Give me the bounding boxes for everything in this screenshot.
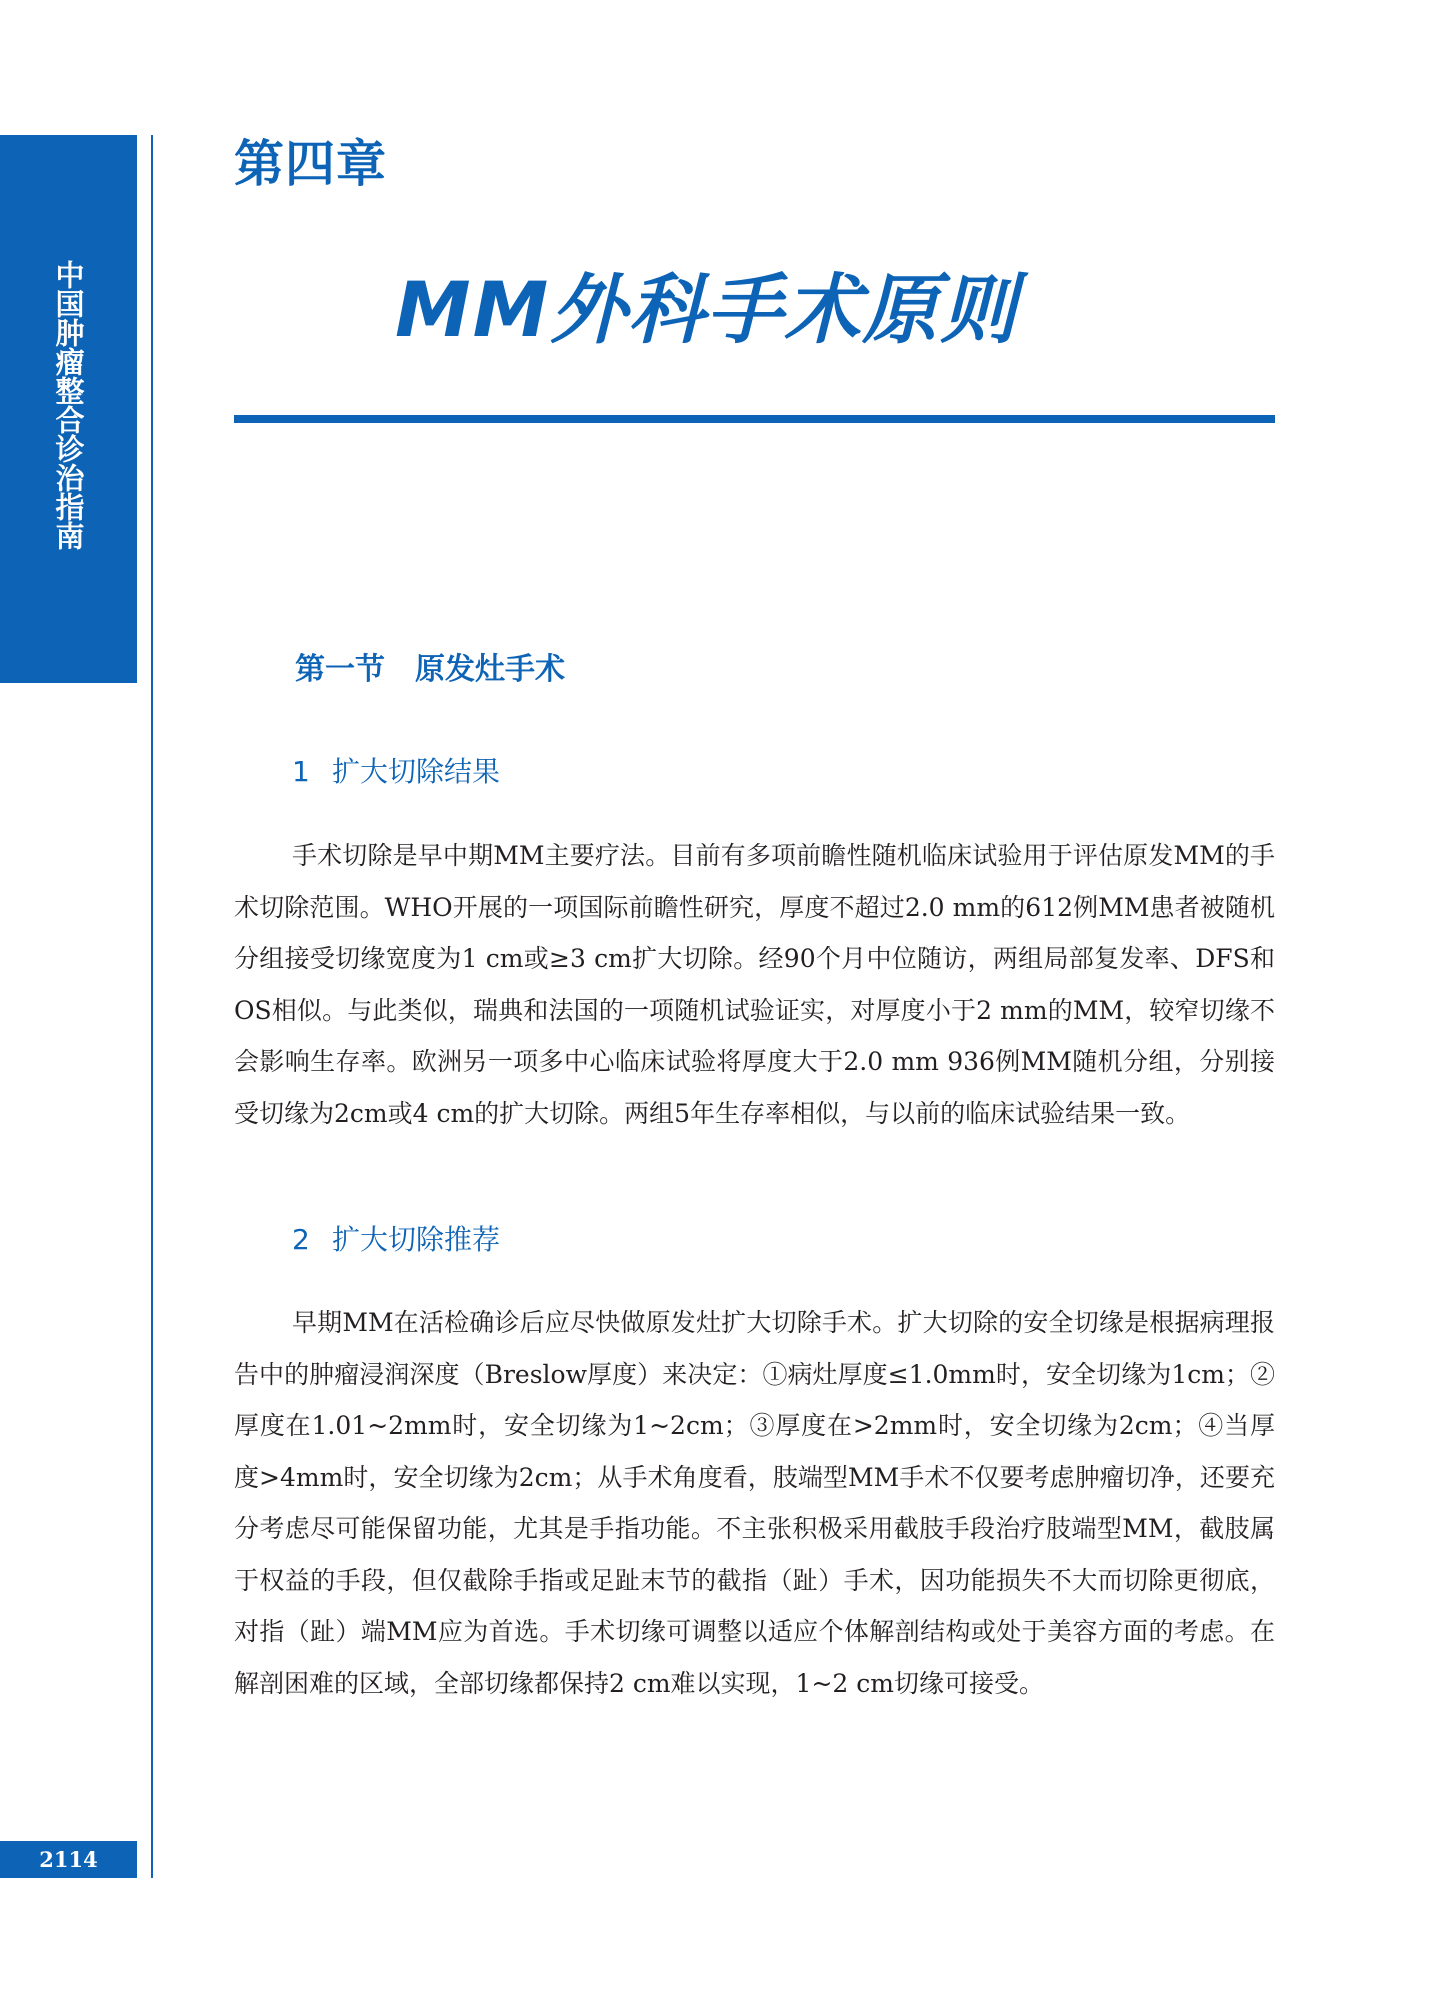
page-number: 2114 [0,1841,137,1878]
subsection-number: 1 [292,755,310,788]
section-number: 第一节 [295,652,385,687]
chapter-label: 第四章 [234,135,387,193]
body-paragraph-1: 手术切除是早中期MM主要疗法。目前有多项前瞻性随机临床试验用于评估原发MM的手术切除范围。WHO开展的一项国际前瞻性研究，厚度不超过2.0 mm的612例MM患者被随机分组接受切缘宽度为1 cm或≥3 cm扩大切除。经90个月中位随访，两组局部复发率、DFS和OS相似。与此类似，瑞典和法国的一项随机试验证实，对厚度小于2 mm的MM，较窄切缘不会影响生存率。欧洲另一项多中心临床试验将厚度大于2.0 mm 936例MM随机分组，分别接受切缘为2cm或4 cm的扩大切除。两组5年生存率相似，与以前的临床试验结果一致。 [234,841,1275,1128]
sidebar-title-container [0,185,137,625]
sidebar-vertical-rule [151,135,153,1878]
chapter-divider [234,415,1275,423]
subsection-heading-1 [292,752,500,792]
subsection-title: 扩大切除结果 [332,755,501,788]
sidebar-book-title: 中国肿瘤整合诊治指南 [51,260,86,550]
section-heading [295,648,565,692]
body-paragraph-2: 早期MM在活检确诊后应尽快做原发灶扩大切除手术。扩大切除的安全切缘是根据病理报告中的肿瘤浸润深度（Breslow厚度）来决定：①病灶厚度≤1.0mm时，安全切缘为1cm；②厚度在1.01~2mm时，安全切缘为1~2cm；③厚度在>2mm时，安全切缘为2cm；④当厚度>4mm时，安全切缘为2cm；从手术角度看，肢端型MM手术不仅要考虑肿瘤切净，还要充分考虑尽可能保留功能，尤其是手指功能。不主张积极采用截肢手段治疗肢端型MM，截肢属于权益的手段，但仅截除手指或足趾末节的截指（趾）手术，因功能损失不大而切除更彻底，对指（趾）端MM应为首选。手术切缘可调整以适应个体解剖结构或处于美容方面的考虑。在解剖困难的区域，全部切缘都保持2 cm难以实现，1~2 cm切缘可接受。 [234,1308,1275,1698]
subsection-heading-2 [292,1220,500,1260]
subsection-number: 2 [292,1223,310,1256]
subsection-title: 扩大切除推荐 [332,1223,501,1256]
chapter-title: MM外科手术原则 [395,265,1019,354]
section-title: 原发灶手术 [415,652,565,687]
